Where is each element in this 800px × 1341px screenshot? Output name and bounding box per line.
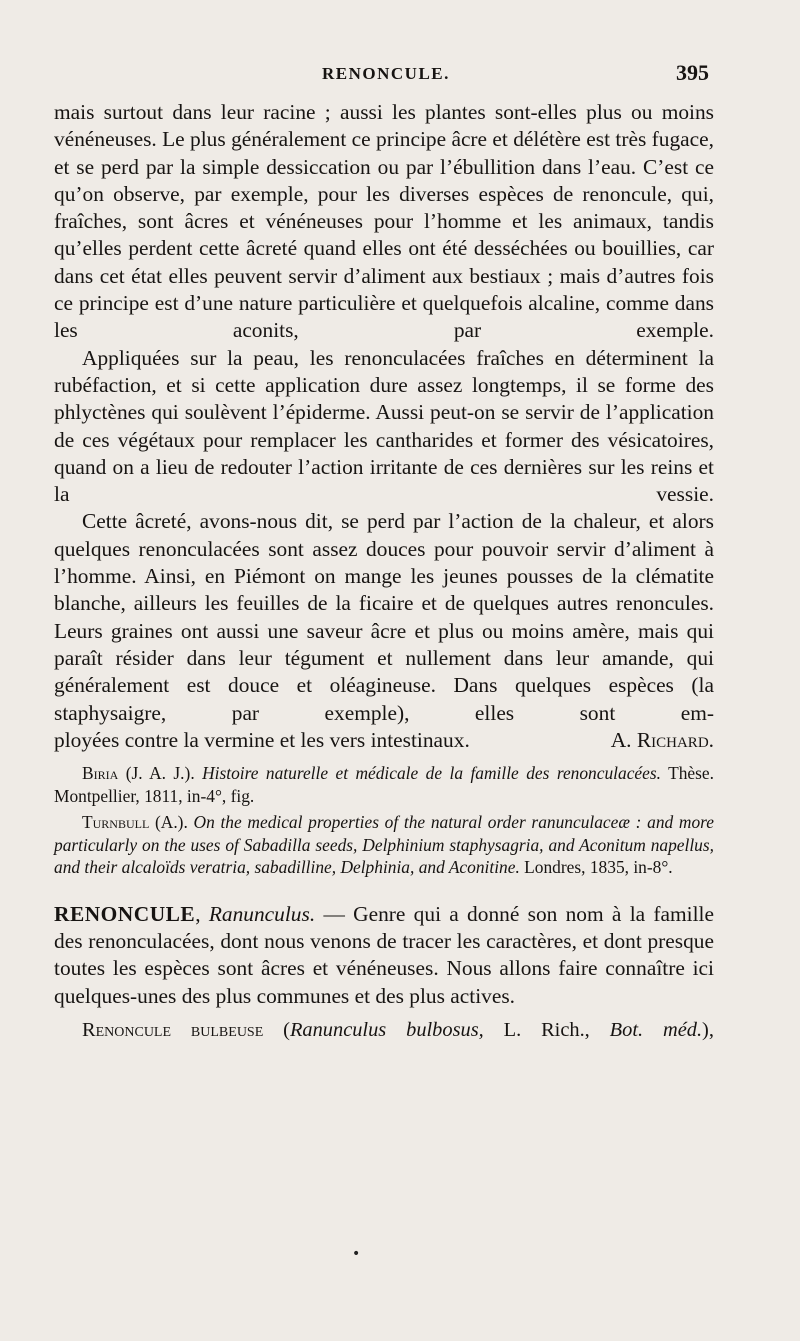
subentry-latin: Ranunculus bulbosus, — [289, 1018, 484, 1041]
bib-details: Thèse. Montpellier, 1811, in-4°, fig. — [54, 763, 714, 806]
closing-line-text: ployées contre la vermine et les vers intestinaux. — [54, 727, 470, 752]
entry-text: — Genre qui a donné son nom à la famille des renonculacées, dont nous venons de tracer les caractères, et dont presque toutes les espèces sont âcres et vénéneuses. Nous allons faire connaître ici quelques-unes des plus communes et des plus actives. — [54, 901, 714, 1008]
entry-latin-name: Ranunculus. — [208, 901, 316, 926]
bib-author: Biria (J. A. J.). — [82, 763, 195, 784]
page-number: 395 — [676, 60, 709, 85]
subentry-name: Renoncule bulbeuse — [82, 1018, 264, 1041]
subentry-renoncule-bulbeuse — [54, 1016, 714, 1044]
paragraph-skin-application: Appliquées sur la peau, les renonculacées fraîches en déterminent la rubéfaction, et si cette application dure assez longtemps, il se forme des phlyctènes qui soulèvent l’épiderme. Aussi peut-on se servir de l’application de ces végétaux pour remplacer les cantharides et former des vésicatoires, quand on a lieu de redouter l’action irritante de ces dernières sur les reins et la vessie. — [54, 345, 714, 507]
bibliography-entry-biria — [54, 762, 714, 807]
bib-title: Histoire naturelle et médicale de la famille des renonculacées. — [202, 763, 661, 784]
bib-title: On the medical properties of the natural order ranunculaceæ : and more particularly on the uses of Sabadilla seeds, Delphinium staphysagria, and Aconitum napellus, and their alcaloïds veratria, sabadilline, Delphinia, and Aconitine. — [54, 812, 715, 878]
page-header — [0, 60, 800, 90]
bib-details: Londres, 1835, in-8°. — [524, 857, 673, 878]
subentry-open-paren: ( — [283, 1018, 290, 1041]
bibliography-entry-turnbull — [54, 811, 714, 879]
author-signature: A. Richard. — [610, 727, 714, 752]
bib-author: Turnbull (A.). — [82, 812, 188, 833]
entry-renoncule: RENONCULE, Ranunculus. — Genre qui a donné son nom à la famille des renonculacées, dont nous venons de tracer les caractères, et dont presque toutes les espèces sont âcres et vénéneuses. Nous allons faire connaître ici quelques-unes des plus communes et des plus actives. — [54, 901, 714, 1008]
paragraph-toxicity: mais surtout dans leur racine ; aussi les plantes sont-elles plus ou moins vénéneuses. Le plus généralement ce principe âcre et délétère est très fugace, et se perd par la simple dessiccation ou par l’ébullition dans l’eau. C’est ce qu’on observe, par exemple, pour les diverses espèces de renoncule, qui, fraîches, sont âcres et vénéneuses pour l’homme et les animaux, tandis qu’elles perdent cette âcreté quand elles ont été desséchées ou bouillies, car dans cet état elles peuvent servir d’aliment aux bestiaux ; mais d’autres fois ce principe est d’une nature particulière et quelquefois alcaline, comme dans les aconits, par exemple. — [54, 100, 714, 343]
body-text — [54, 99, 714, 1044]
subentry-source: Bot. méd. — [609, 1018, 703, 1041]
paragraph-cooking: Cette âcreté, avons-nous dit, se perd par l’action de la chaleur, et alors quelques renonculacées sont assez douces pour pouvoir servir d’aliment à l’homme. Ainsi, en Piémont on mange les jeunes pousses de la clématite blanche, ailleurs les feuilles de la ficaire et de quelques autres renoncules. Leurs graines ont aussi une saveur âcre et plus ou moins amère, mais qui paraît résider dans leur tégument et nullement dans leur amande, qui généralement est douce et oléagineuse. Dans quelques espèces (la staphysaigre, par exemple), elles sont em- — [54, 509, 714, 725]
signature-mark: • — [352, 1246, 361, 1262]
section-gap — [54, 879, 714, 901]
entry-headword: RENONCULE — [54, 901, 196, 926]
paragraph-closing-line — [54, 727, 714, 754]
subentry-authority: L. Rich., — [503, 1018, 590, 1041]
subentry-close: ), — [702, 1018, 714, 1041]
running-head: RENONCULE. — [322, 64, 450, 83]
